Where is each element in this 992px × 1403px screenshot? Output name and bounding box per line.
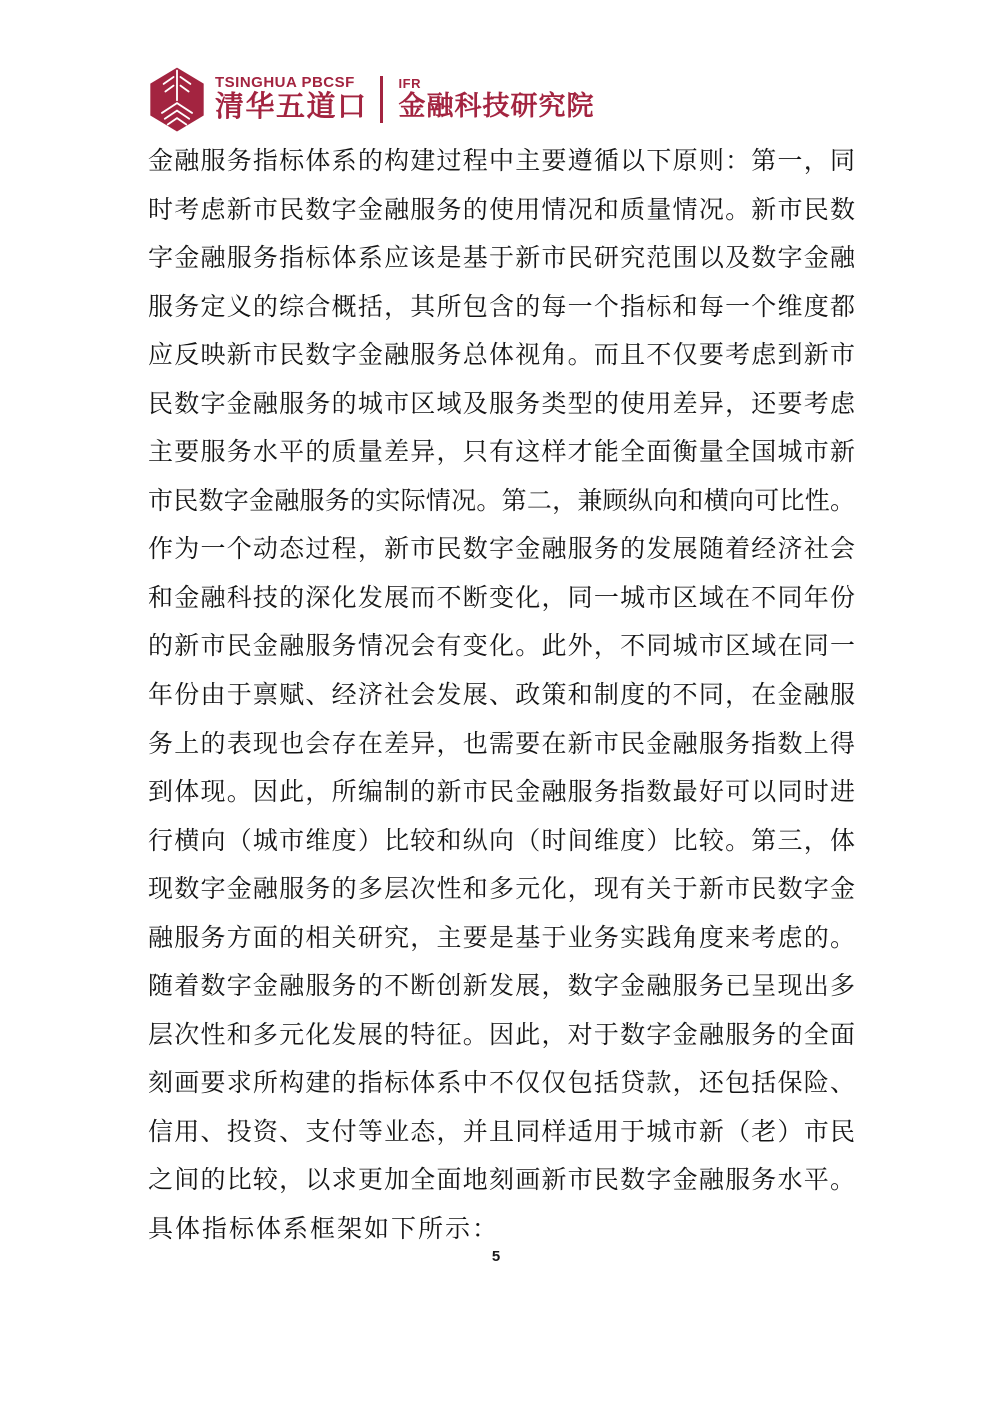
body-line: 年份由于禀赋、经济社会发展、政策和制度的不同，在金融服 — [148, 682, 855, 710]
logo-tsinghua-cn-label: 清华五道口 — [215, 90, 368, 123]
body-line: 之间的比较，以求更加全面地刻画新市民数字金融服务水平。 — [148, 1167, 855, 1195]
logo-tsinghua-en-label: TSINGHUA PBCSF — [215, 73, 355, 91]
logo-ifr-cn-label: 金融科技研究院 — [398, 90, 595, 121]
body-line: 主要服务水平的质量差异，只有这样才能全面衡量全国城市新 — [148, 439, 855, 467]
page-number: 5 — [491, 1248, 501, 1265]
body-line: 时考虑新市民数字金融服务的使用情况和质量情况。新市民数 — [148, 196, 855, 224]
body-line: 随着数字金融服务的不断创新发展，数字金融服务已呈现出多 — [148, 973, 855, 1001]
institute-logo — [148, 64, 595, 134]
body-line: 行横向（城市维度）比较和纵向（时间维度）比较。第三，体 — [148, 827, 855, 855]
logo-ifr-block — [399, 77, 595, 122]
body-line: 层次性和多元化发展的特征。因此，对于数字金融服务的全面 — [148, 1021, 855, 1049]
body-line: 刻画要求所构建的指标体系中不仅仅包括贷款，还包括保险、 — [148, 1070, 855, 1098]
logo-divider — [380, 76, 383, 123]
body-line: 到体现。因此，所编制的新市民金融服务指数最好可以同时进 — [148, 779, 855, 807]
body-line: 字金融服务指标体系应该是基于新市民研究范围以及数字金融 — [148, 245, 855, 273]
body-line: 市民数字金融服务的实际情况。第二，兼顾纵向和横向可比性。 — [148, 487, 855, 515]
logo-ifr-en-label: IFR — [398, 75, 421, 91]
body-line: 应反映新市民数字金融服务总体视角。而且不仅要考虑到新市 — [148, 342, 855, 370]
body-line: 服务定义的综合概括，其所包含的每一个指标和每一个维度都 — [148, 293, 855, 321]
body-paragraph — [148, 138, 855, 1255]
body-line: 融服务方面的相关研究，主要是基于业务实践角度来考虑的。 — [148, 924, 855, 952]
body-line: 具体指标体系框架如下所示： — [148, 1216, 500, 1244]
logo-tsinghua-block — [215, 75, 368, 124]
body-line: 务上的表现也会存在差异，也需要在新市民金融服务指数上得 — [148, 730, 855, 758]
body-line: 的新市民金融服务情况会有变化。此外，不同城市区域在同一 — [148, 633, 855, 661]
body-line: 和金融科技的深化发展而不断变化，同一城市区域在不同年份 — [148, 584, 855, 612]
body-line: 民数字金融服务的城市区域及服务类型的使用差异，还要考虑 — [148, 390, 855, 418]
body-line: 作为一个动态过程，新市民数字金融服务的发展随着经济社会 — [148, 536, 855, 564]
pbcsf-cube-hexagon-icon — [148, 64, 206, 134]
body-line: 信用、投资、支付等业态，并且同样适用于城市新（老）市民 — [148, 1118, 855, 1146]
body-line: 现数字金融服务的多层次性和多元化，现有关于新市民数字金 — [148, 876, 855, 904]
body-line: 金融服务指标体系的构建过程中主要遵循以下原则：第一，同 — [148, 148, 855, 175]
